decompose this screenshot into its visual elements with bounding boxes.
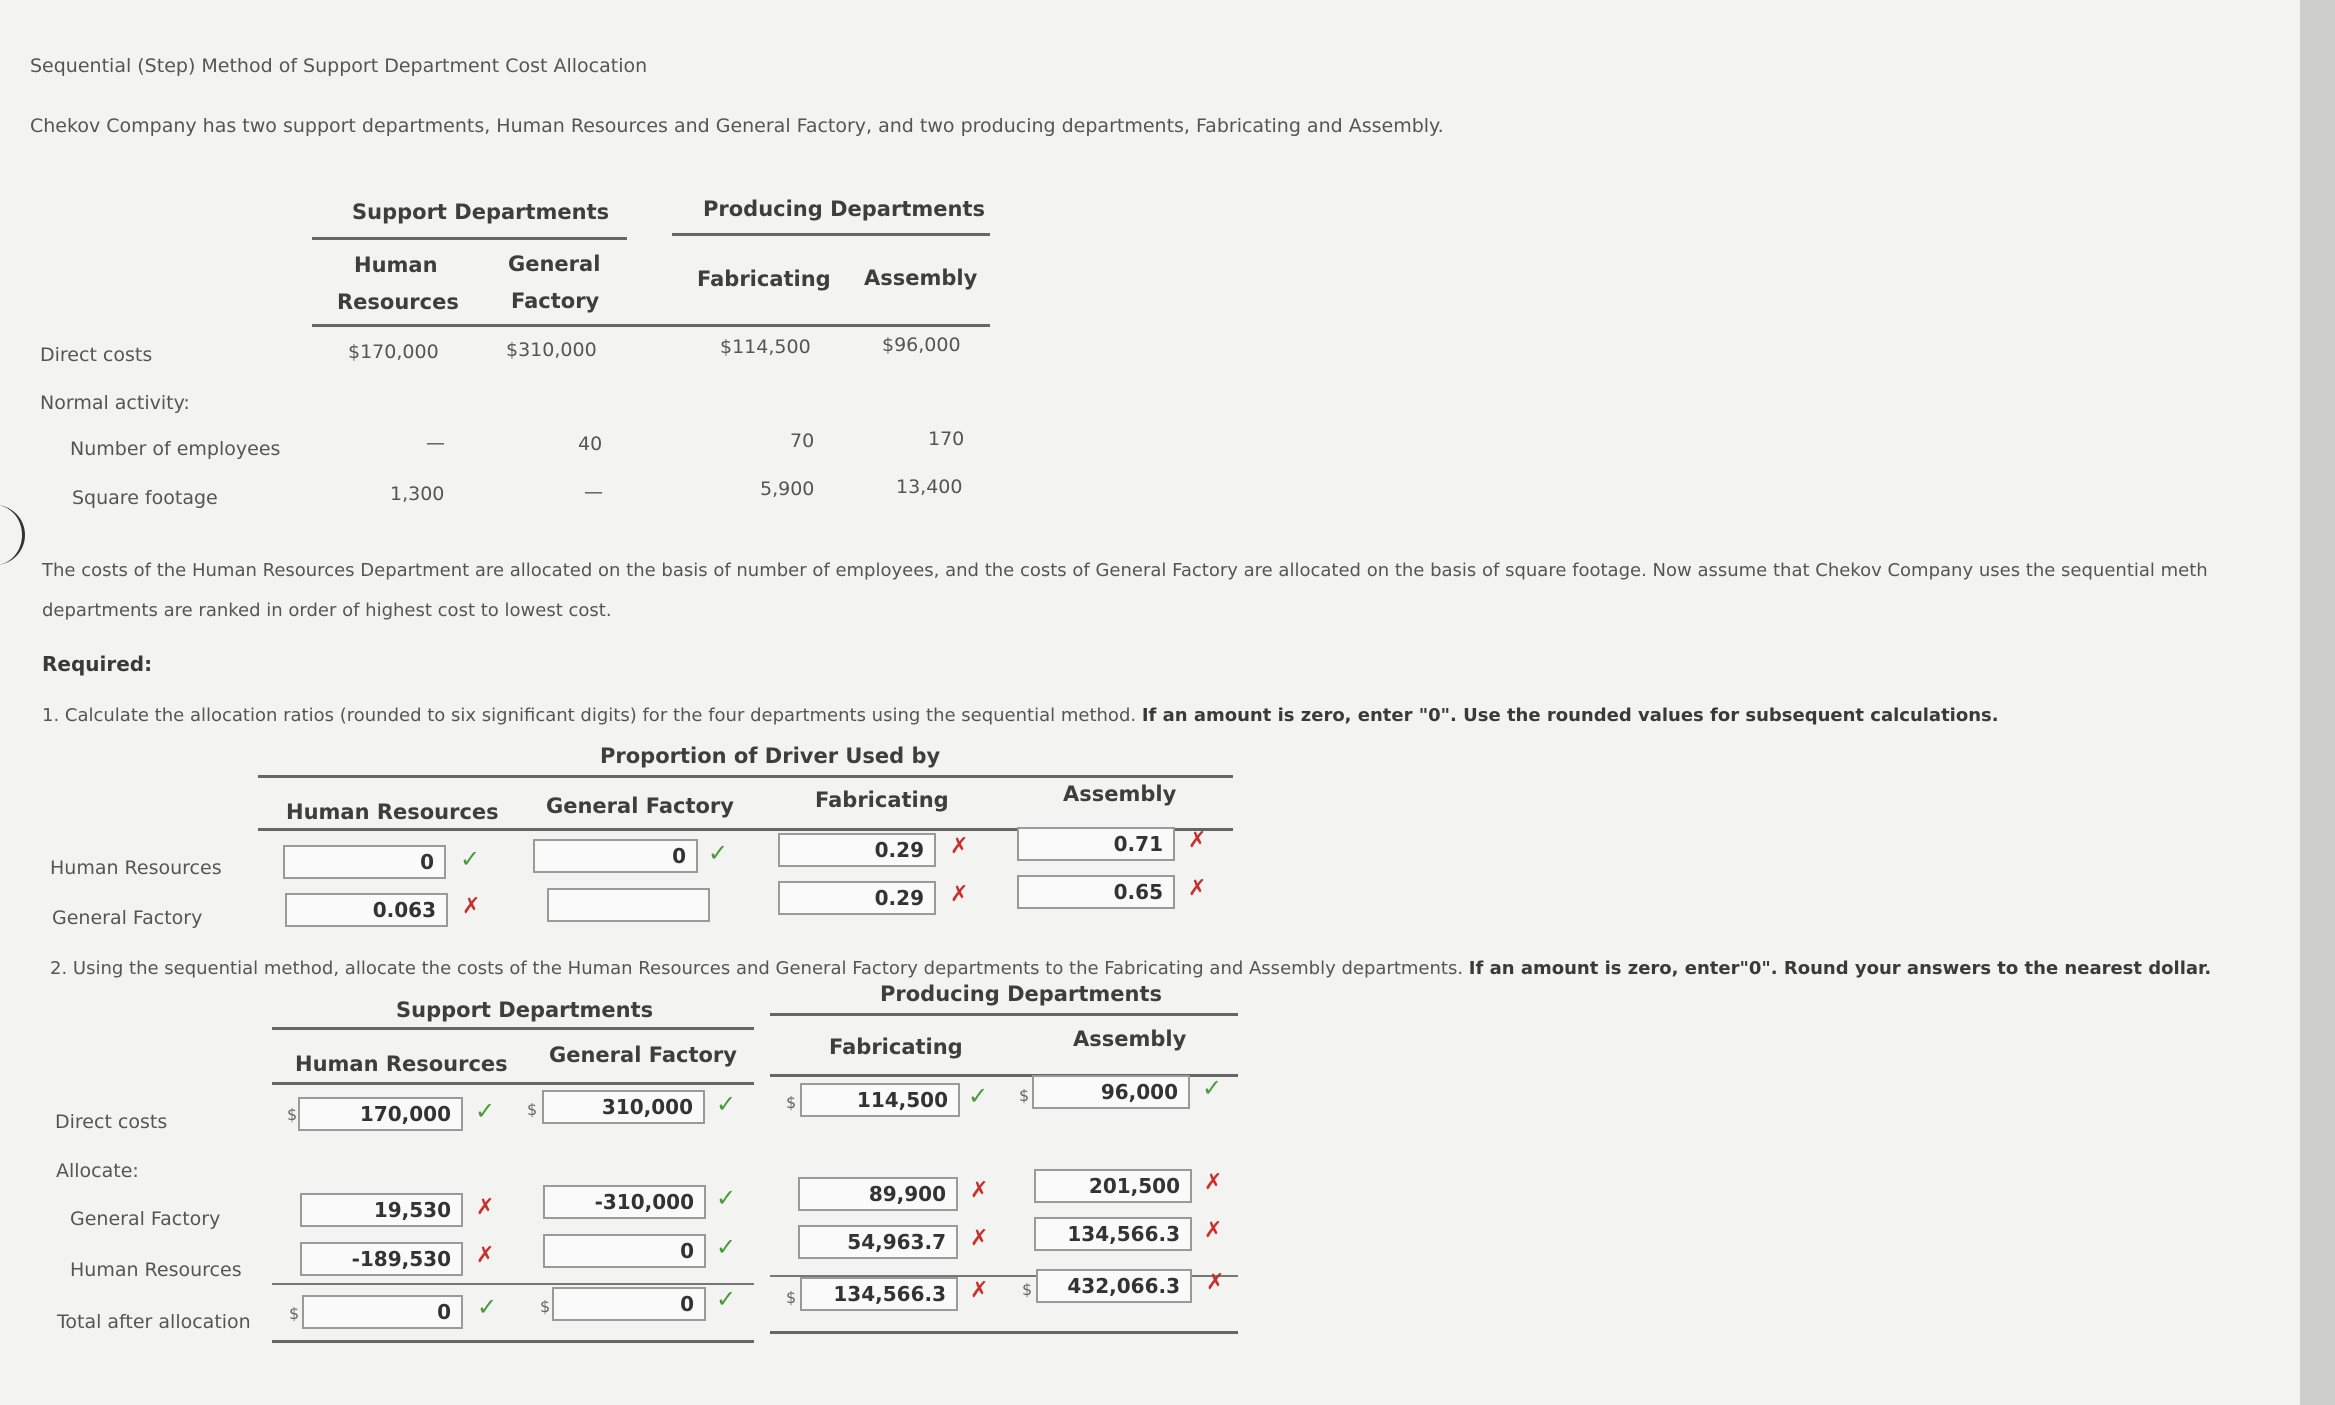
dollar-sign: $ bbox=[1019, 1086, 1030, 1105]
t1-support-header: Support Departments bbox=[352, 200, 610, 224]
q2-total-fab-input[interactable] bbox=[800, 1277, 958, 1311]
q1-gf-asm-input[interactable] bbox=[1017, 875, 1175, 909]
check-icon: ✓ bbox=[716, 1090, 737, 1118]
q2-col-asm: Assembly bbox=[1073, 1027, 1187, 1051]
cross-icon: ✗ bbox=[462, 894, 481, 919]
check-icon: ✓ bbox=[1202, 1074, 1223, 1102]
q1-col-asm: Assembly bbox=[1063, 782, 1177, 806]
q2-hr-gf-input[interactable] bbox=[543, 1234, 706, 1268]
t1-producing-rule bbox=[672, 233, 990, 236]
t1-row-employees: Number of employees bbox=[70, 438, 281, 460]
check-icon: ✓ bbox=[475, 1097, 496, 1125]
q2-col-fab: Fabricating bbox=[829, 1035, 963, 1059]
q1-col-hr: Human Resources bbox=[286, 800, 499, 824]
t1-emp-hr: — bbox=[426, 432, 445, 454]
q2-producing-double-rule bbox=[770, 1331, 1238, 1334]
dollar-sign: $ bbox=[540, 1297, 551, 1316]
q1-col-fab: Fabricating bbox=[815, 788, 949, 812]
t1-direct-fab: $114,500 bbox=[720, 336, 811, 358]
cross-icon: ✗ bbox=[1188, 876, 1207, 901]
cross-icon: ✗ bbox=[476, 1195, 495, 1220]
cross-icon: ✗ bbox=[1204, 1218, 1223, 1243]
q2-col-hr: Human Resources bbox=[295, 1052, 508, 1076]
t1-emp-asm: 170 bbox=[928, 428, 965, 450]
t1-sqft-hr: 1,300 bbox=[390, 483, 445, 505]
q1-hr-fab-input[interactable] bbox=[778, 833, 936, 867]
q2-instructions-text: 2. Using the sequential method, allocate the costs of the Human Resources and General Factory departments to the Fabricating and Assembly departments. bbox=[50, 958, 1469, 979]
q2-gf-hr-input[interactable] bbox=[300, 1193, 463, 1227]
q2-row-hr-label: Human Resources bbox=[70, 1259, 242, 1281]
page-edge-bracket bbox=[0, 505, 25, 565]
check-icon: ✓ bbox=[477, 1293, 498, 1321]
q1-instructions-text: 1. Calculate the allocation ratios (rounded to six significant digits) for the four departments using the sequential method. bbox=[42, 705, 1142, 726]
q1-gf-hr-input[interactable] bbox=[285, 893, 448, 927]
q1-proportion-rule bbox=[258, 775, 1233, 778]
q2-direct-gf-input[interactable] bbox=[542, 1090, 705, 1124]
q2-total-asm-input[interactable] bbox=[1036, 1269, 1192, 1303]
q2-support-header: Support Departments bbox=[396, 998, 654, 1022]
q2-gf-gf-input[interactable] bbox=[543, 1185, 706, 1219]
t1-direct-gf: $310,000 bbox=[506, 339, 597, 361]
q2-producing-header: Producing Departments bbox=[880, 982, 1162, 1006]
cross-icon: ✗ bbox=[970, 1278, 989, 1303]
q2-row-allocate-label: Allocate: bbox=[56, 1160, 139, 1182]
page-title: Sequential (Step) Method of Support Department Cost Allocation bbox=[30, 55, 648, 77]
dollar-sign: $ bbox=[287, 1105, 298, 1124]
q2-direct-hr-input[interactable] bbox=[298, 1097, 463, 1131]
explanation-line-1: The costs of the Human Resources Department are allocated on the basis of number of employees, and the costs of General Factory are allocated on the basis of square footage. Now assume that Chekov Company uses the sequential meth bbox=[42, 560, 2208, 581]
q1-hr-hr-input[interactable] bbox=[283, 845, 446, 879]
q1-row-hr-label: Human Resources bbox=[50, 857, 222, 879]
q2-total-hr-input[interactable] bbox=[302, 1295, 463, 1329]
cross-icon: ✗ bbox=[1206, 1270, 1225, 1295]
q1-instructions bbox=[42, 705, 1999, 726]
cross-icon: ✗ bbox=[476, 1243, 495, 1268]
intro-text: Chekov Company has two support departments, Human Resources and General Factory, and two producing departments, Fabricating and Assembly. bbox=[30, 115, 1444, 137]
dollar-sign: $ bbox=[527, 1100, 538, 1119]
check-icon: ✓ bbox=[716, 1233, 737, 1261]
t1-row-normal-activity: Normal activity: bbox=[40, 392, 190, 414]
t1-direct-hr: $170,000 bbox=[348, 341, 439, 363]
t1-col-gf-line2: Factory bbox=[511, 289, 600, 313]
dollar-sign: $ bbox=[786, 1288, 797, 1307]
t1-col-assembly: Assembly bbox=[864, 266, 978, 290]
t1-producing-header: Producing Departments bbox=[703, 197, 985, 221]
cross-icon: ✗ bbox=[1204, 1170, 1223, 1195]
q2-hr-hr-input[interactable] bbox=[300, 1242, 463, 1276]
cross-icon: ✗ bbox=[1188, 828, 1207, 853]
q2-support-rule bbox=[272, 1027, 754, 1030]
q1-col-gf: General Factory bbox=[546, 794, 734, 818]
check-icon: ✓ bbox=[708, 839, 729, 867]
t1-sqft-fab: 5,900 bbox=[760, 478, 815, 500]
t1-direct-asm: $96,000 bbox=[882, 334, 961, 356]
t1-row-sqft: Square footage bbox=[72, 487, 218, 509]
check-icon: ✓ bbox=[968, 1082, 989, 1110]
cross-icon: ✗ bbox=[950, 882, 969, 907]
cross-icon: ✗ bbox=[970, 1178, 989, 1203]
t1-sqft-asm: 13,400 bbox=[896, 476, 963, 498]
q1-instructions-bold: If an amount is zero, enter "0". Use the rounded values for subsequent calculations. bbox=[1141, 705, 1999, 726]
required-label: Required: bbox=[42, 652, 153, 676]
q2-instructions-bold: If an amount is zero, enter"0". Round your answers to the nearest dollar. bbox=[1468, 958, 2212, 979]
t1-col-hr-line2: Resources bbox=[337, 290, 459, 314]
q2-hr-asm-input[interactable] bbox=[1034, 1217, 1192, 1251]
check-icon: ✓ bbox=[460, 845, 481, 873]
t1-row-direct-costs: Direct costs bbox=[40, 344, 153, 366]
dollar-sign: $ bbox=[289, 1304, 300, 1323]
cross-icon: ✗ bbox=[950, 834, 969, 859]
t1-support-rule bbox=[312, 237, 627, 240]
q2-row-gf-label: General Factory bbox=[70, 1208, 221, 1230]
dollar-sign: $ bbox=[1022, 1280, 1033, 1299]
check-icon: ✓ bbox=[716, 1184, 737, 1212]
q2-row-total-label: Total after allocation bbox=[57, 1311, 251, 1333]
q2-support-col-rule bbox=[272, 1082, 754, 1085]
t1-emp-gf: 40 bbox=[578, 433, 603, 455]
check-icon: ✓ bbox=[716, 1285, 737, 1313]
explanation-line-2: departments are ranked in order of highest cost to lowest cost. bbox=[42, 600, 612, 621]
page-edge-shadow bbox=[2300, 0, 2335, 1405]
q2-support-total-rule bbox=[272, 1283, 754, 1285]
q1-hr-asm-input[interactable] bbox=[1017, 827, 1175, 861]
q2-col-gf: General Factory bbox=[549, 1043, 737, 1067]
q2-total-gf-input[interactable] bbox=[552, 1287, 706, 1321]
q1-gf-gf-input[interactable] bbox=[547, 888, 710, 922]
t1-header-rule bbox=[312, 324, 990, 327]
q2-gf-asm-input[interactable] bbox=[1034, 1169, 1192, 1203]
q2-row-direct-label: Direct costs bbox=[55, 1111, 168, 1133]
q2-hr-fab-input[interactable] bbox=[798, 1225, 958, 1259]
q1-row-gf-label: General Factory bbox=[52, 907, 203, 929]
t1-col-hr-line1: Human bbox=[354, 253, 438, 277]
q2-direct-fab-input[interactable] bbox=[800, 1083, 960, 1117]
q2-instructions bbox=[50, 958, 2211, 979]
cross-icon: ✗ bbox=[970, 1226, 989, 1251]
q2-direct-asm-input[interactable] bbox=[1032, 1075, 1190, 1109]
t1-sqft-gf: — bbox=[584, 481, 603, 503]
q1-gf-fab-input[interactable] bbox=[778, 881, 936, 915]
t1-col-gf-line1: General bbox=[508, 252, 601, 276]
q2-gf-fab-input[interactable] bbox=[798, 1177, 958, 1211]
t1-emp-fab: 70 bbox=[790, 430, 815, 452]
q2-support-double-rule bbox=[272, 1340, 754, 1343]
t1-col-fabricating: Fabricating bbox=[697, 267, 831, 291]
q2-producing-rule bbox=[770, 1013, 1238, 1016]
dollar-sign: $ bbox=[786, 1093, 797, 1112]
q1-hr-gf-input[interactable] bbox=[533, 839, 698, 873]
q1-proportion-header: Proportion of Driver Used by bbox=[600, 744, 941, 768]
